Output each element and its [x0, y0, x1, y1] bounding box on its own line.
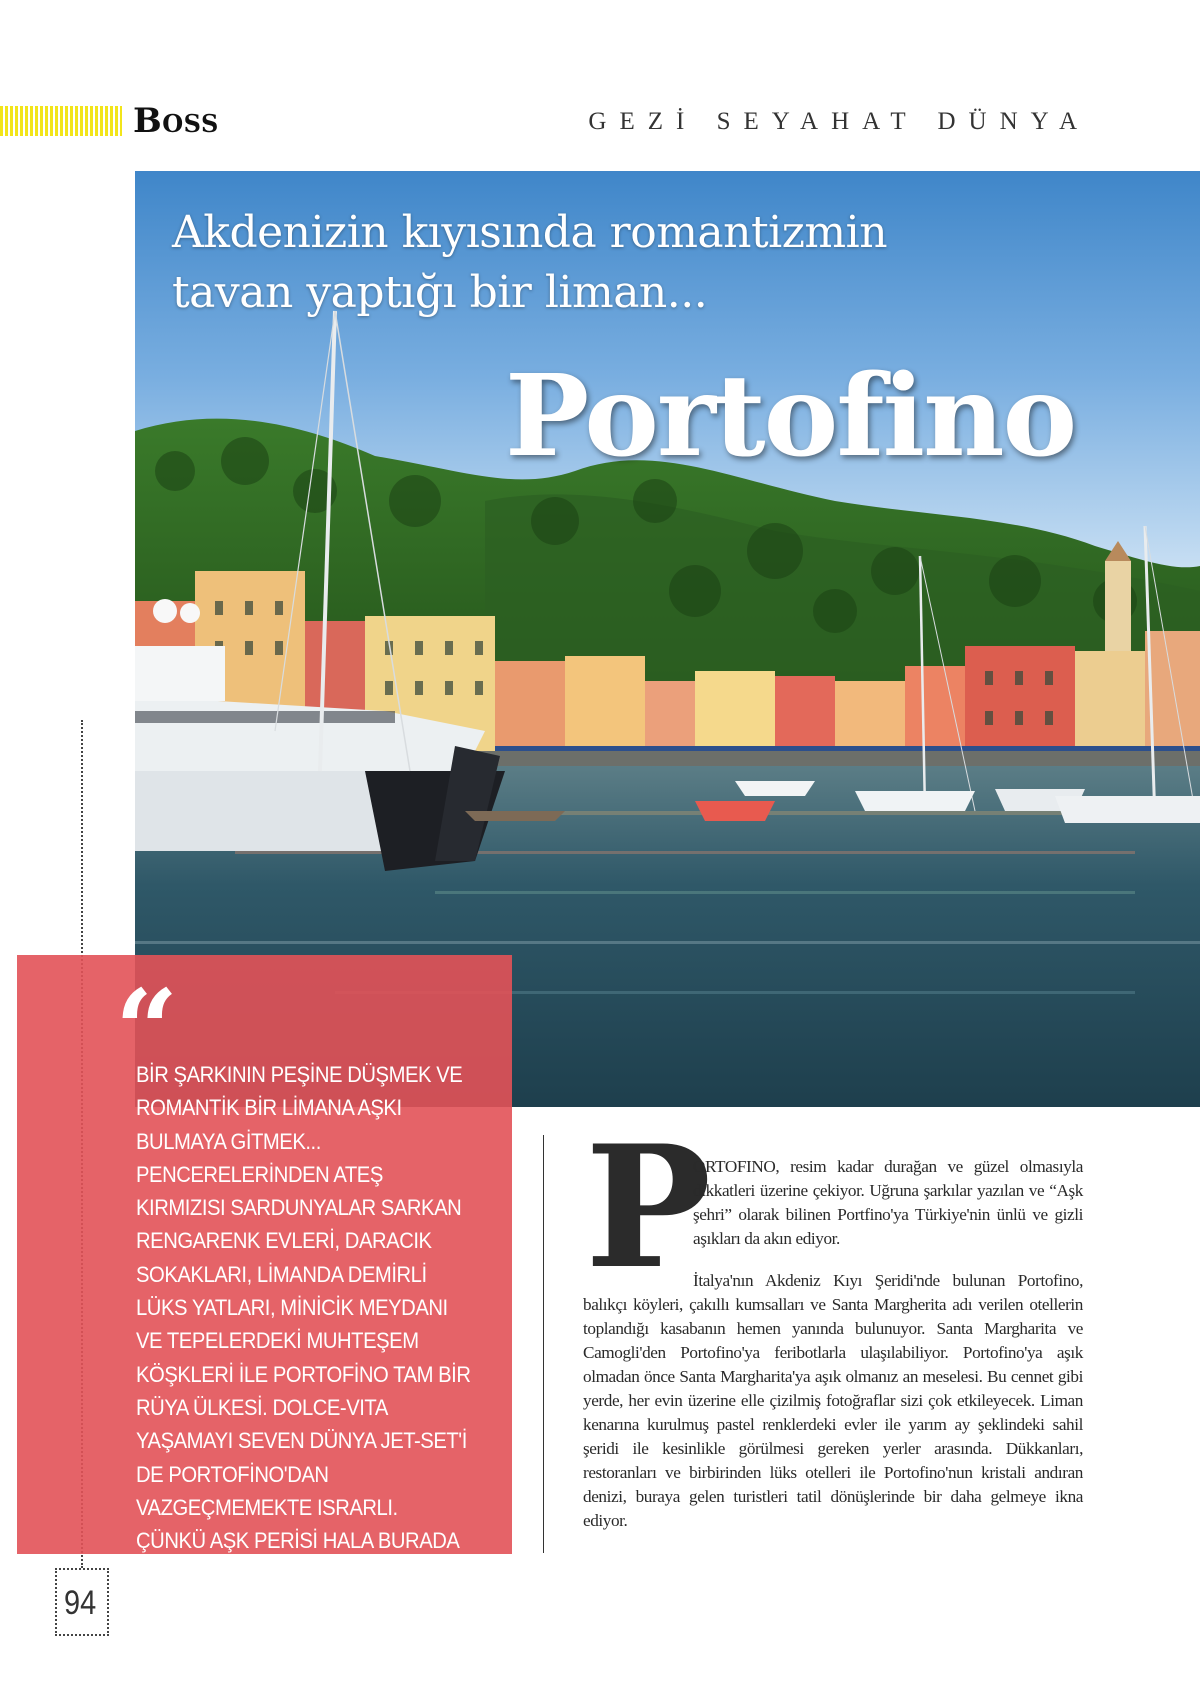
- magazine-logo: Boss: [133, 101, 219, 141]
- section-label: GEZİ SEYAHAT DÜNYA: [588, 108, 1090, 135]
- article-title: Portofino: [505, 351, 1076, 482]
- article-paragraph-2: İtalya'nın Akdeniz Kıyı Şeridi'nde bulunan Portofino, balıkçı köyleri, çakıllı kumsalları ve Santa Margherita adı verilen otellerin toplandığı kasabanın hemen yanında bulunuyor. Santa Margharita ve Camogli'den Portofino'ya feribotlarla ulaşılabiliyor. Portofino'ya aşık olmadan önce Santa Margharita'ya aşık olmanız an meselesi. Bu cennet gibi yerde, her evin üzerine elle çizilmiş fotoğraflar sizi çok etkileyecek. Liman kenarına kurulmuş pastel renklerdeki evler ile yarım ay şeklindeki sahil şeridi ile kesinlikle görülmesi gereken yerler arasında. Dükkanları, restoranları ve birbirinden lüks otelleri ile Portofino'nun kristali andıran denizi, buraya gelen turistleri tatil dönüşlerinde bir daha gelmeye ikna ediyor.: [583, 1271, 1083, 1530]
- header-accent-bar: [0, 106, 122, 136]
- quote-mark-icon: “: [115, 965, 179, 1094]
- article-body: [583, 1155, 1083, 1533]
- page-number: 94: [64, 1584, 97, 1622]
- tagline-line-1: Akdenizin kıyısında romantizmin: [172, 207, 888, 258]
- column-rule: [543, 1135, 544, 1553]
- article-paragraph-1: ORTOFINO, resim kadar durağan ve güzel olmasıyla dikkatleri üzerine çekiyor. Uğruna şarkılar yazılan ve “Aşk şehri” olarak bilinen Portfino'ya Türkiye'nin ünlü ve gizli aşıkları da akın ediyor.: [693, 1157, 1083, 1248]
- tagline-line-2: tavan yaptığı bir liman...: [172, 267, 708, 318]
- drop-cap: P: [585, 1108, 712, 1306]
- pull-quote-text: BİR ŞARKININ PEŞİNE DÜŞMEK VE ROMANTİK BİR LİMANA AŞKI BULMAYA GİTMEK... PENCERELERİNDEN ATEŞ KIRMIZISI SARDUNYALAR SARKAN RENGARENK EVLERİ, DARACIK SOKAKLARI, LİMANDA DEMİRLİ LÜKS YATLARI, MİNİCİK MEYDANI VE TEPELERDEKİ MUHTEŞEM KÖŞKLERİ İLE PORTOFİNO TAM BİR RÜYA ÜLKESİ. DOLCE-VITA YAŞAMAYI SEVEN DÜNYA JET-SET'İ DE PORTOFİNO'DAN VAZGEÇMEMEKTE ISRARLI. ÇÜNKÜ AŞK PERİSİ HALA BURADA VE RÜYALARI GERÇEĞE DÖNÜŞTÜRÜYOR.: [136, 1062, 471, 1620]
- hero-tagline: [172, 203, 972, 323]
